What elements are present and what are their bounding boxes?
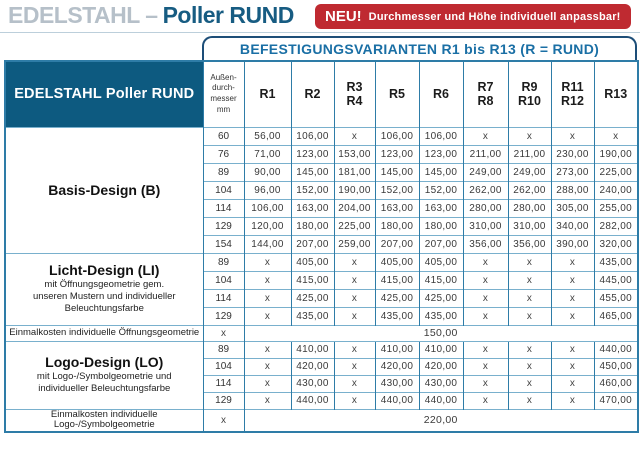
section-label-licht	[5, 253, 203, 325]
price-cell: 106,00	[375, 127, 419, 145]
not-available-cell: x	[203, 325, 244, 341]
einmalkosten-label-line: Einmalkosten individuelle Öffnungsgeometrie	[9, 326, 200, 338]
not-available-cell: x	[551, 307, 594, 325]
einmalkosten-row-logo	[5, 409, 638, 432]
not-available-cell: x	[551, 289, 594, 307]
price-cell: 180,00	[375, 217, 419, 235]
header-row	[5, 61, 638, 127]
price-cell: 152,00	[375, 181, 419, 199]
price-cell: 310,00	[508, 217, 551, 235]
price-cell: 207,00	[419, 235, 463, 253]
section-label-basis	[5, 127, 203, 253]
diameter-cell: 114	[203, 375, 244, 392]
new-badge-neu-label: NEU!	[325, 8, 362, 25]
not-available-cell: x	[508, 127, 551, 145]
not-available-cell: x	[508, 307, 551, 325]
price-cell: 123,00	[375, 145, 419, 163]
diameter-header-line: mm	[216, 105, 231, 115]
not-available-cell: x	[334, 271, 375, 289]
new-badge	[315, 4, 631, 29]
not-available-cell: x	[508, 341, 551, 358]
einmalkosten-label	[5, 409, 203, 432]
column-header-r5: R5	[375, 61, 419, 127]
price-cell: 405,00	[375, 253, 419, 271]
not-available-cell: x	[551, 375, 594, 392]
new-badge-text: Durchmesser und Höhe individuell anpassbar!	[368, 10, 621, 23]
not-available-cell: x	[508, 253, 551, 271]
table-row-logo-89	[5, 341, 638, 358]
section-title-basis: Basis-Design (B)	[48, 181, 161, 198]
section-description-line: Beleuchtungsfarbe	[64, 303, 144, 315]
price-cell: 390,00	[551, 235, 594, 253]
price-cell: 123,00	[419, 145, 463, 163]
price-cell: 56,00	[244, 127, 291, 145]
price-cell: 440,00	[594, 341, 638, 358]
price-cell: 435,00	[594, 253, 638, 271]
diameter-header-line: messer	[210, 94, 237, 104]
price-cell: 144,00	[244, 235, 291, 253]
not-available-cell: x	[334, 375, 375, 392]
price-cell: 430,00	[291, 375, 334, 392]
diameter-cell: 89	[203, 163, 244, 181]
not-available-cell: x	[508, 289, 551, 307]
column-header-r3-r4: R3 R4	[334, 61, 375, 127]
page-title-material: EDELSTAHL –	[8, 2, 158, 28]
price-cell: 282,00	[594, 217, 638, 235]
not-available-cell: x	[334, 358, 375, 375]
price-cell: 207,00	[291, 235, 334, 253]
price-cell: 410,00	[291, 341, 334, 358]
price-cell: 435,00	[375, 307, 419, 325]
not-available-cell: x	[463, 253, 508, 271]
price-cell: 181,00	[334, 163, 375, 181]
price-cell: 410,00	[375, 341, 419, 358]
price-cell: 460,00	[594, 375, 638, 392]
price-cell: 420,00	[291, 358, 334, 375]
price-cell: 262,00	[508, 181, 551, 199]
diameter-cell: 114	[203, 199, 244, 217]
einmalkosten-label-line: Einmalkosten individuelle	[50, 409, 158, 420]
einmalkosten-value: 220,00	[244, 409, 638, 432]
price-cell: 280,00	[508, 199, 551, 217]
price-cell: 405,00	[291, 253, 334, 271]
price-cell: 430,00	[419, 375, 463, 392]
price-cell: 310,00	[463, 217, 508, 235]
price-cell: 123,00	[291, 145, 334, 163]
not-available-cell: x	[508, 358, 551, 375]
not-available-cell: x	[594, 127, 638, 145]
price-table	[4, 60, 639, 433]
not-available-cell: x	[463, 127, 508, 145]
not-available-cell: x	[463, 271, 508, 289]
not-available-cell: x	[334, 307, 375, 325]
price-cell: 415,00	[375, 271, 419, 289]
price-cell: 240,00	[594, 181, 638, 199]
price-cell: 288,00	[551, 181, 594, 199]
price-cell: 145,00	[291, 163, 334, 181]
column-header-r7-r8: R7 R8	[463, 61, 508, 127]
diameter-cell: 76	[203, 145, 244, 163]
not-available-cell: x	[551, 127, 594, 145]
not-available-cell: x	[551, 341, 594, 358]
price-cell: 435,00	[291, 307, 334, 325]
not-available-cell: x	[551, 392, 594, 409]
not-available-cell: x	[334, 392, 375, 409]
einmalkosten-label	[5, 325, 203, 341]
not-available-cell: x	[244, 392, 291, 409]
not-available-cell: x	[463, 375, 508, 392]
section-description-line: mit Logo-/Symbolgeometrie und	[36, 371, 172, 383]
price-cell: 249,00	[508, 163, 551, 181]
price-cell: 455,00	[594, 289, 638, 307]
not-available-cell: x	[463, 289, 508, 307]
not-available-cell: x	[463, 392, 508, 409]
price-cell: 430,00	[375, 375, 419, 392]
price-cell: 465,00	[594, 307, 638, 325]
price-cell: 280,00	[463, 199, 508, 217]
price-cell: 96,00	[244, 181, 291, 199]
price-cell: 145,00	[419, 163, 463, 181]
price-cell: 211,00	[463, 145, 508, 163]
price-cell: 71,00	[244, 145, 291, 163]
column-header-r9-r10: R9 R10	[508, 61, 551, 127]
not-available-cell: x	[334, 127, 375, 145]
section-title-licht: Licht-Design (LI)	[49, 262, 160, 279]
table-row-basis-60	[5, 127, 638, 145]
not-available-cell: x	[334, 253, 375, 271]
price-cell: 152,00	[291, 181, 334, 199]
price-cell: 425,00	[375, 289, 419, 307]
price-cell: 153,00	[334, 145, 375, 163]
price-cell: 152,00	[419, 181, 463, 199]
price-cell: 190,00	[594, 145, 638, 163]
diameter-cell: 104	[203, 358, 244, 375]
diameter-header-line: durch-	[212, 83, 235, 93]
price-cell: 259,00	[334, 235, 375, 253]
not-available-cell: x	[244, 307, 291, 325]
not-available-cell: x	[508, 375, 551, 392]
price-table-head	[5, 61, 638, 127]
price-cell: 204,00	[334, 199, 375, 217]
price-cell: 440,00	[375, 392, 419, 409]
price-cell: 225,00	[334, 217, 375, 235]
price-cell: 440,00	[291, 392, 334, 409]
price-cell: 211,00	[508, 145, 551, 163]
price-cell: 163,00	[419, 199, 463, 217]
section-description-line: mit Öffnungsgeometrie gem.	[44, 279, 165, 291]
price-cell: 90,00	[244, 163, 291, 181]
not-available-cell: x	[508, 271, 551, 289]
diameter-header-line: Außen-	[210, 72, 237, 82]
diameter-cell: 129	[203, 217, 244, 235]
price-cell: 415,00	[291, 271, 334, 289]
table-row-licht-89	[5, 253, 638, 271]
diameter-cell: 114	[203, 289, 244, 307]
price-cell: 273,00	[551, 163, 594, 181]
not-available-cell: x	[244, 358, 291, 375]
not-available-cell: x	[463, 341, 508, 358]
table-banner: BEFESTIGUNGSVARIANTEN R1 bis R13 (R = RUND)	[202, 36, 637, 60]
diameter-column-header	[203, 61, 244, 127]
price-cell: 425,00	[419, 289, 463, 307]
diameter-cell: 104	[203, 181, 244, 199]
corner-header: EDELSTAHL Poller RUND	[5, 61, 203, 127]
price-cell: 207,00	[375, 235, 419, 253]
diameter-cell: 89	[203, 341, 244, 358]
not-available-cell: x	[463, 358, 508, 375]
not-available-cell: x	[244, 289, 291, 307]
not-available-cell: x	[334, 341, 375, 358]
price-cell: 163,00	[291, 199, 334, 217]
price-cell: 262,00	[463, 181, 508, 199]
price-cell: 190,00	[334, 181, 375, 199]
section-description-line: unseren Mustern und individueller	[32, 291, 176, 303]
price-cell: 120,00	[244, 217, 291, 235]
section-label-logo	[5, 341, 203, 409]
price-cell: 106,00	[291, 127, 334, 145]
price-cell: 415,00	[419, 271, 463, 289]
price-cell: 320,00	[594, 235, 638, 253]
column-header-r6: R6	[419, 61, 463, 127]
price-cell: 425,00	[291, 289, 334, 307]
diameter-cell: 89	[203, 253, 244, 271]
price-cell: 356,00	[463, 235, 508, 253]
not-available-cell: x	[508, 392, 551, 409]
section-title-logo: Logo-Design (LO)	[45, 354, 164, 371]
einmalkosten-label-line: Logo-/Symbolgeometrie	[53, 419, 155, 431]
price-cell: 356,00	[508, 235, 551, 253]
not-available-cell: x	[244, 341, 291, 358]
price-cell: 106,00	[419, 127, 463, 145]
price-cell: 305,00	[551, 199, 594, 217]
einmalkosten-row-licht	[5, 325, 638, 341]
price-cell: 470,00	[594, 392, 638, 409]
price-cell: 163,00	[375, 199, 419, 217]
price-cell: 180,00	[419, 217, 463, 235]
diameter-cell: 129	[203, 392, 244, 409]
price-cell: 145,00	[375, 163, 419, 181]
price-cell: 230,00	[551, 145, 594, 163]
price-cell: 180,00	[291, 217, 334, 235]
column-header-r13: R13	[594, 61, 638, 127]
not-available-cell: x	[551, 253, 594, 271]
price-cell: 405,00	[419, 253, 463, 271]
not-available-cell: x	[551, 358, 594, 375]
price-cell: 340,00	[551, 217, 594, 235]
not-available-cell: x	[244, 271, 291, 289]
column-header-r1: R1	[244, 61, 291, 127]
price-cell: 410,00	[419, 341, 463, 358]
page-title-product: Poller RUND	[162, 2, 294, 28]
price-cell: 445,00	[594, 271, 638, 289]
einmalkosten-value: 150,00	[244, 325, 638, 341]
section-description-line: individueller Beleuchtungsfarbe	[38, 383, 171, 395]
not-available-cell: x	[334, 289, 375, 307]
diameter-cell: 154	[203, 235, 244, 253]
not-available-cell: x	[203, 409, 244, 432]
price-table-body	[5, 127, 638, 432]
price-cell: 450,00	[594, 358, 638, 375]
price-cell: 420,00	[419, 358, 463, 375]
diameter-cell: 104	[203, 271, 244, 289]
title-bar	[0, 0, 640, 33]
not-available-cell: x	[551, 271, 594, 289]
not-available-cell: x	[244, 375, 291, 392]
price-cell: 255,00	[594, 199, 638, 217]
price-cell: 106,00	[244, 199, 291, 217]
price-cell: 440,00	[419, 392, 463, 409]
price-cell: 435,00	[419, 307, 463, 325]
not-available-cell: x	[463, 307, 508, 325]
column-header-r11-r12: R11 R12	[551, 61, 594, 127]
column-header-r2: R2	[291, 61, 334, 127]
page-title	[8, 2, 294, 29]
price-cell: 225,00	[594, 163, 638, 181]
price-cell: 420,00	[375, 358, 419, 375]
not-available-cell: x	[244, 253, 291, 271]
diameter-cell: 60	[203, 127, 244, 145]
diameter-cell: 129	[203, 307, 244, 325]
price-cell: 249,00	[463, 163, 508, 181]
